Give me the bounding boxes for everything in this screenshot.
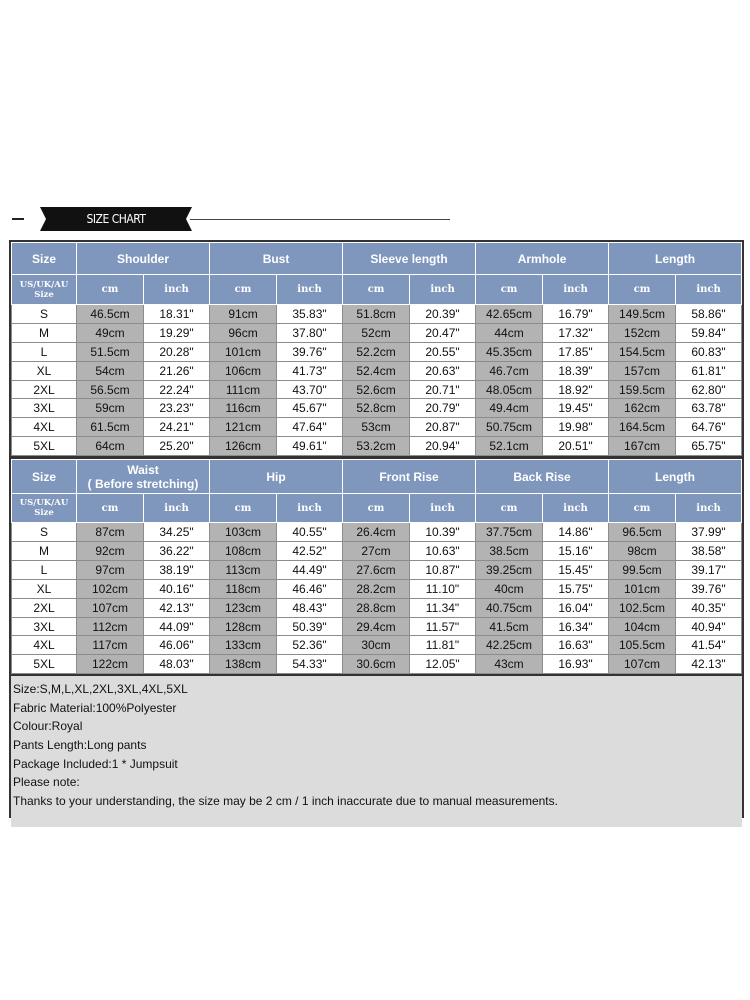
cm-value-cell: 49.4cm — [476, 399, 543, 418]
inch-value-cell: 59.84" — [676, 323, 742, 342]
cm-value-cell: 64cm — [77, 437, 144, 456]
inch-value-cell: 20.51" — [543, 437, 609, 456]
inch-value-cell: 39.76" — [277, 342, 343, 361]
size-row — [12, 399, 742, 418]
inch-value-cell: 38.58" — [676, 542, 742, 561]
size-row — [12, 598, 742, 617]
cm-value-cell: 48.05cm — [476, 380, 543, 399]
inch-value-cell: 50.39" — [277, 617, 343, 636]
size-cell: 5XL — [12, 437, 77, 456]
inch-value-cell: 20.87" — [410, 418, 476, 437]
inch-value-cell: 11.57" — [410, 617, 476, 636]
size-cell: 3XL — [12, 617, 77, 636]
cm-value-cell: 128cm — [210, 617, 277, 636]
size-cell: 3XL — [12, 399, 77, 418]
size-row — [12, 305, 742, 324]
inch-value-cell: 41.73" — [277, 361, 343, 380]
inch-value-cell: 52.36" — [277, 636, 343, 655]
cm-value-cell: 164.5cm — [609, 418, 676, 437]
cm-value-cell: 40cm — [476, 579, 543, 598]
inch-value-cell: 61.81" — [676, 361, 742, 380]
inch-value-cell: 22.24" — [144, 380, 210, 399]
inch-value-cell: 24.21" — [144, 418, 210, 437]
inch-value-cell: 18.39" — [543, 361, 609, 380]
inch-value-cell: 39.17" — [676, 560, 742, 579]
cm-value-cell: 133cm — [210, 636, 277, 655]
cm-value-cell: 45.35cm — [476, 342, 543, 361]
unit-header: cm — [609, 494, 676, 523]
cm-value-cell: 61.5cm — [77, 418, 144, 437]
cm-value-cell: 30cm — [343, 636, 410, 655]
unit-header: cm — [210, 494, 277, 523]
measure-group-header: Front Rise — [343, 460, 476, 494]
inch-value-cell: 20.63" — [410, 361, 476, 380]
inch-value-cell: 20.94" — [410, 437, 476, 456]
inch-value-cell: 18.92" — [543, 380, 609, 399]
bottom-size-table — [11, 459, 742, 674]
size-cell: L — [12, 560, 77, 579]
inch-value-cell: 16.79" — [543, 305, 609, 324]
unit-header: inch — [676, 494, 742, 523]
inch-value-cell: 16.34" — [543, 617, 609, 636]
size-cell: 5XL — [12, 655, 77, 674]
inch-value-cell: 45.67" — [277, 399, 343, 418]
inch-value-cell: 20.55" — [410, 342, 476, 361]
size-chart-title-bar — [10, 205, 450, 233]
unit-header: cm — [343, 275, 410, 305]
cm-value-cell: 52.1cm — [476, 437, 543, 456]
cm-value-cell: 99.5cm — [609, 560, 676, 579]
cm-value-cell: 53cm — [343, 418, 410, 437]
inch-value-cell: 15.75" — [543, 579, 609, 598]
cm-value-cell: 97cm — [77, 560, 144, 579]
cm-value-cell: 53.2cm — [343, 437, 410, 456]
cm-value-cell: 51.5cm — [77, 342, 144, 361]
size-cell: XL — [12, 361, 77, 380]
inch-value-cell: 14.86" — [543, 523, 609, 542]
cm-value-cell: 126cm — [210, 437, 277, 456]
inch-value-cell: 38.19" — [144, 560, 210, 579]
size-row — [12, 342, 742, 361]
cm-value-cell: 102cm — [77, 579, 144, 598]
cm-value-cell: 102.5cm — [609, 598, 676, 617]
cm-value-cell: 162cm — [609, 399, 676, 418]
cm-value-cell: 27cm — [343, 542, 410, 561]
cm-value-cell: 56.5cm — [77, 380, 144, 399]
inch-value-cell: 20.39" — [410, 305, 476, 324]
size-row — [12, 542, 742, 561]
inch-value-cell: 16.93" — [543, 655, 609, 674]
cm-value-cell: 101cm — [609, 579, 676, 598]
inch-value-cell: 11.81" — [410, 636, 476, 655]
size-row — [12, 617, 742, 636]
inch-value-cell: 10.63" — [410, 542, 476, 561]
cm-value-cell: 152cm — [609, 323, 676, 342]
size-row — [12, 380, 742, 399]
cm-value-cell: 96.5cm — [609, 523, 676, 542]
measure-group-header: Armhole — [476, 243, 609, 275]
size-column-header: Size — [12, 460, 77, 494]
inch-value-cell: 64.76" — [676, 418, 742, 437]
cm-value-cell: 43cm — [476, 655, 543, 674]
inch-value-cell: 44.09" — [144, 617, 210, 636]
cm-value-cell: 28.8cm — [343, 598, 410, 617]
cm-value-cell: 138cm — [210, 655, 277, 674]
cm-value-cell: 149.5cm — [609, 305, 676, 324]
cm-value-cell: 49cm — [77, 323, 144, 342]
unit-header-row — [12, 494, 742, 523]
cm-value-cell: 52cm — [343, 323, 410, 342]
inch-value-cell: 40.35" — [676, 598, 742, 617]
size-row — [12, 437, 742, 456]
size-row — [12, 655, 742, 674]
group-header-row — [12, 460, 742, 494]
note-line: Pants Length:Long pants — [13, 738, 147, 753]
cm-value-cell: 91cm — [210, 305, 277, 324]
inch-value-cell: 35.83" — [277, 305, 343, 324]
size-chart-banner — [36, 207, 196, 231]
inch-value-cell: 39.76" — [676, 579, 742, 598]
cm-value-cell: 46.7cm — [476, 361, 543, 380]
inch-value-cell: 47.64" — [277, 418, 343, 437]
inch-value-cell: 46.06" — [144, 636, 210, 655]
inch-value-cell: 19.45" — [543, 399, 609, 418]
cm-value-cell: 27.6cm — [343, 560, 410, 579]
unit-header-row — [12, 275, 742, 305]
unit-header: inch — [676, 275, 742, 305]
inch-value-cell: 20.47" — [410, 323, 476, 342]
cm-value-cell: 28.2cm — [343, 579, 410, 598]
unit-header: cm — [77, 275, 144, 305]
note-line: Please note: — [13, 775, 80, 790]
cm-value-cell: 103cm — [210, 523, 277, 542]
size-row — [12, 636, 742, 655]
inch-value-cell: 49.61" — [277, 437, 343, 456]
cm-value-cell: 52.4cm — [343, 361, 410, 380]
inch-value-cell: 65.75" — [676, 437, 742, 456]
inch-value-cell: 11.10" — [410, 579, 476, 598]
cm-value-cell: 30.6cm — [343, 655, 410, 674]
inch-value-cell: 63.78" — [676, 399, 742, 418]
size-region-label: US/UK/AU Size — [12, 275, 77, 305]
inch-value-cell: 58.86" — [676, 305, 742, 324]
inch-value-cell: 43.70" — [277, 380, 343, 399]
inch-value-cell: 48.03" — [144, 655, 210, 674]
measure-group-header: Waist ( Before stretching) — [77, 460, 210, 494]
inch-value-cell: 41.54" — [676, 636, 742, 655]
size-row — [12, 560, 742, 579]
cm-value-cell: 112cm — [77, 617, 144, 636]
cm-value-cell: 51.8cm — [343, 305, 410, 324]
unit-header: inch — [410, 494, 476, 523]
product-notes — [11, 674, 742, 827]
size-cell: XL — [12, 579, 77, 598]
unit-header: cm — [609, 275, 676, 305]
cm-value-cell: 26.4cm — [343, 523, 410, 542]
unit-header: inch — [144, 494, 210, 523]
cm-value-cell: 101cm — [210, 342, 277, 361]
unit-header: cm — [210, 275, 277, 305]
measure-group-header: Hip — [210, 460, 343, 494]
cm-value-cell: 40.75cm — [476, 598, 543, 617]
note-line: Fabric Material:100%Polyester — [13, 700, 177, 715]
cm-value-cell: 118cm — [210, 579, 277, 598]
inch-value-cell: 37.99" — [676, 523, 742, 542]
inch-value-cell: 40.94" — [676, 617, 742, 636]
inch-value-cell: 19.29" — [144, 323, 210, 342]
unit-header: cm — [343, 494, 410, 523]
cm-value-cell: 107cm — [77, 598, 144, 617]
unit-header: inch — [277, 494, 343, 523]
cm-value-cell: 38.5cm — [476, 542, 543, 561]
inch-value-cell: 54.33" — [277, 655, 343, 674]
size-cell: M — [12, 542, 77, 561]
inch-value-cell: 40.55" — [277, 523, 343, 542]
cm-value-cell: 116cm — [210, 399, 277, 418]
inch-value-cell: 37.80" — [277, 323, 343, 342]
cm-value-cell: 50.75cm — [476, 418, 543, 437]
inch-value-cell: 16.63" — [543, 636, 609, 655]
inch-value-cell: 25.20" — [144, 437, 210, 456]
title-right-rule — [190, 219, 450, 220]
cm-value-cell: 113cm — [210, 560, 277, 579]
size-chart-frame — [9, 240, 744, 818]
cm-value-cell: 121cm — [210, 418, 277, 437]
group-header-row — [12, 243, 742, 275]
unit-header: inch — [277, 275, 343, 305]
note-line: Package Included:1 * Jumpsuit — [13, 756, 178, 771]
inch-value-cell: 48.43" — [277, 598, 343, 617]
size-column-header: Size — [12, 243, 77, 275]
inch-value-cell: 15.16" — [543, 542, 609, 561]
cm-value-cell: 54cm — [77, 361, 144, 380]
cm-value-cell: 107cm — [609, 655, 676, 674]
cm-value-cell: 42.65cm — [476, 305, 543, 324]
measure-group-header: Length — [609, 460, 742, 494]
note-line: Size:S,M,L,XL,2XL,3XL,4XL,5XL — [13, 682, 188, 697]
unit-header: inch — [543, 494, 609, 523]
unit-header: inch — [144, 275, 210, 305]
inch-value-cell: 62.80" — [676, 380, 742, 399]
size-row — [12, 579, 742, 598]
size-chart-title: SIZE CHART — [86, 212, 146, 226]
unit-header: cm — [476, 275, 543, 305]
inch-value-cell: 34.25" — [144, 523, 210, 542]
cm-value-cell: 42.25cm — [476, 636, 543, 655]
cm-value-cell: 108cm — [210, 542, 277, 561]
cm-value-cell: 159.5cm — [609, 380, 676, 399]
cm-value-cell: 104cm — [609, 617, 676, 636]
inch-value-cell: 10.87" — [410, 560, 476, 579]
cm-value-cell: 37.75cm — [476, 523, 543, 542]
inch-value-cell: 18.31" — [144, 305, 210, 324]
cm-value-cell: 154.5cm — [609, 342, 676, 361]
cm-value-cell: 92cm — [77, 542, 144, 561]
cm-value-cell: 52.6cm — [343, 380, 410, 399]
inch-value-cell: 15.45" — [543, 560, 609, 579]
inch-value-cell: 17.85" — [543, 342, 609, 361]
inch-value-cell: 40.16" — [144, 579, 210, 598]
measure-group-header: Sleeve length — [343, 243, 476, 275]
size-cell: S — [12, 305, 77, 324]
cm-value-cell: 122cm — [77, 655, 144, 674]
cm-value-cell: 98cm — [609, 542, 676, 561]
inch-value-cell: 20.79" — [410, 399, 476, 418]
inch-value-cell: 36.22" — [144, 542, 210, 561]
cm-value-cell: 29.4cm — [343, 617, 410, 636]
size-row — [12, 361, 742, 380]
size-region-label: US/UK/AU Size — [12, 494, 77, 523]
cm-value-cell: 105.5cm — [609, 636, 676, 655]
inch-value-cell: 46.46" — [277, 579, 343, 598]
cm-value-cell: 106cm — [210, 361, 277, 380]
size-cell: 2XL — [12, 380, 77, 399]
size-row — [12, 523, 742, 542]
size-row — [12, 323, 742, 342]
size-cell: S — [12, 523, 77, 542]
title-left-dash — [12, 218, 24, 220]
cm-value-cell: 44cm — [476, 323, 543, 342]
cm-value-cell: 96cm — [210, 323, 277, 342]
size-cell: M — [12, 323, 77, 342]
inch-value-cell: 17.32" — [543, 323, 609, 342]
inch-value-cell: 21.26" — [144, 361, 210, 380]
inch-value-cell: 11.34" — [410, 598, 476, 617]
unit-header: cm — [476, 494, 543, 523]
cm-value-cell: 167cm — [609, 437, 676, 456]
cm-value-cell: 41.5cm — [476, 617, 543, 636]
inch-value-cell: 42.52" — [277, 542, 343, 561]
measure-group-header: Length — [609, 243, 742, 275]
measure-group-header: Back Rise — [476, 460, 609, 494]
inch-value-cell: 10.39" — [410, 523, 476, 542]
size-cell: 2XL — [12, 598, 77, 617]
cm-value-cell: 52.8cm — [343, 399, 410, 418]
cm-value-cell: 87cm — [77, 523, 144, 542]
size-cell: L — [12, 342, 77, 361]
note-line: Thanks to your understanding, the size may be 2 cm / 1 inch inaccurate due to manual measurements. — [13, 793, 558, 808]
note-line: Colour:Royal — [13, 719, 83, 734]
inch-value-cell: 60.83" — [676, 342, 742, 361]
unit-header: cm — [77, 494, 144, 523]
measure-group-header: Shoulder — [77, 243, 210, 275]
inch-value-cell: 20.28" — [144, 342, 210, 361]
unit-header: inch — [543, 275, 609, 305]
top-size-table — [11, 242, 742, 456]
size-row — [12, 418, 742, 437]
inch-value-cell: 42.13" — [144, 598, 210, 617]
cm-value-cell: 111cm — [210, 380, 277, 399]
inch-value-cell: 23.23" — [144, 399, 210, 418]
size-cell: 4XL — [12, 636, 77, 655]
size-cell: 4XL — [12, 418, 77, 437]
measure-group-header: Bust — [210, 243, 343, 275]
inch-value-cell: 44.49" — [277, 560, 343, 579]
inch-value-cell: 12.05" — [410, 655, 476, 674]
cm-value-cell: 39.25cm — [476, 560, 543, 579]
inch-value-cell: 16.04" — [543, 598, 609, 617]
cm-value-cell: 123cm — [210, 598, 277, 617]
inch-value-cell: 20.71" — [410, 380, 476, 399]
cm-value-cell: 46.5cm — [77, 305, 144, 324]
inch-value-cell: 19.98" — [543, 418, 609, 437]
cm-value-cell: 52.2cm — [343, 342, 410, 361]
unit-header: inch — [410, 275, 476, 305]
cm-value-cell: 117cm — [77, 636, 144, 655]
inch-value-cell: 42.13" — [676, 655, 742, 674]
cm-value-cell: 59cm — [77, 399, 144, 418]
cm-value-cell: 157cm — [609, 361, 676, 380]
